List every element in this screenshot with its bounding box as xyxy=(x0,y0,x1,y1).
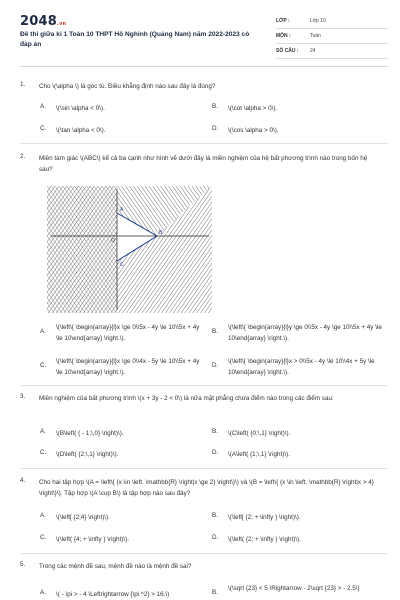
q3-option-a[interactable] xyxy=(40,428,200,439)
question-text: Cho \(\alpha \) là góc tù. Điều khẳng định nào sau đây là đúng? xyxy=(39,83,216,90)
point-label-a: A xyxy=(120,207,124,213)
site-logo[interactable] xyxy=(20,14,66,29)
question-divider xyxy=(20,468,388,469)
option-label: B. xyxy=(212,589,218,596)
q1-option-d[interactable] xyxy=(212,125,382,136)
point-label-c: C xyxy=(120,262,124,268)
option-label: A. xyxy=(40,328,46,335)
meta-value: Toán xyxy=(310,33,321,39)
q3-option-b[interactable] xyxy=(212,428,382,439)
option-label: B. xyxy=(212,512,218,519)
solution-region-graph xyxy=(47,186,212,313)
meta-key: LỚP : xyxy=(276,18,290,24)
question-text: Miền nghiệm của bất phương trình \(x + 3y - 2 < 0\) là nửa mặt phẳng chứa điểm nào trong các điểm sau: xyxy=(39,395,334,402)
question-text: Trong các mệnh đề sau, mệnh đề nào là mệnh đề sai? xyxy=(39,563,192,570)
option-text: \(\tan \alpha < 0\). xyxy=(56,127,106,134)
q2-option-a[interactable] xyxy=(40,322,200,344)
q1-option-b[interactable] xyxy=(212,103,382,114)
option-text: \(A\left( {1;\,1} \right)\). xyxy=(228,451,290,458)
q2-option-b[interactable] xyxy=(212,322,382,344)
option-label: A. xyxy=(40,512,46,519)
question-number: 4. xyxy=(20,477,26,484)
q1-option-a[interactable] xyxy=(40,103,200,114)
option-label: C. xyxy=(40,362,47,369)
option-text: \(\sin \alpha < 0\). xyxy=(56,105,105,112)
header-divider xyxy=(20,66,388,67)
option-text: \(C\left( {0;\,1} \right)\). xyxy=(228,430,291,437)
option-text: \(\left( {2; + \infty } \right)\). xyxy=(228,536,301,543)
option-text: \(\cos \alpha > 0\). xyxy=(228,127,279,134)
origin-label: O xyxy=(111,238,115,244)
q5-option-b[interactable] xyxy=(212,583,392,596)
option-label: A. xyxy=(40,428,46,435)
question-text: Miền tam giác \(ABC\) kể cả ba cạnh như hình vẽ dưới đây là miền nghiệm của hệ bất phương trình nào trong bốn hệ sau? xyxy=(39,155,368,173)
q4-option-a[interactable] xyxy=(40,512,200,523)
q4-option-d[interactable] xyxy=(212,534,382,545)
question-number: 5. xyxy=(20,561,26,568)
q3-option-d[interactable] xyxy=(212,449,382,460)
option-label: A. xyxy=(40,589,46,596)
option-text: \(\cot \alpha > 0\). xyxy=(228,105,278,112)
question-text: Cho hai tập hợp \(A = \left\{ {x \in \left. \mathbb{R} \right|x \ge 2} \right\}\) và \(B = \left\{ {x \in \left. \mathbb{R} \right|x > 4} \right\}\). Tập hợp \(A \cup B\) là tập hợp nào sau đây? xyxy=(39,479,374,497)
option-label: C. xyxy=(40,534,47,541)
option-label: B. xyxy=(212,428,218,435)
q4-option-c[interactable] xyxy=(40,534,200,545)
q2-option-c[interactable] xyxy=(40,356,200,378)
logo-text: 2048 xyxy=(20,14,57,29)
option-label: C. xyxy=(40,125,47,132)
meta-row-subject xyxy=(276,29,388,44)
option-text: \(D\left( {2;\,1} \right)\). xyxy=(56,451,119,458)
option-text: \(\left\{ \begin{array}{l}y \ge 0\\5x - 4y \ge 10\\5x + 4y \le 10\end{array} \right.\). xyxy=(228,324,382,342)
option-text: \(\left[ {2; + \infty } \right)\). xyxy=(228,514,301,521)
option-text: \(B\left( { - 1;\,0} \right)\). xyxy=(56,430,124,437)
meta-row-count xyxy=(276,44,388,59)
question-divider xyxy=(20,143,388,144)
option-label: A. xyxy=(40,103,46,110)
meta-row-class xyxy=(276,14,388,29)
question-number: 2. xyxy=(20,153,26,160)
logo-suffix: .vn xyxy=(56,21,67,27)
question-number: 3. xyxy=(20,393,26,400)
meta-value: 24 xyxy=(310,48,316,54)
option-label: D. xyxy=(212,125,219,132)
question-divider xyxy=(20,553,388,554)
option-label: C. xyxy=(40,449,47,456)
option-label: D. xyxy=(212,534,219,541)
question-number: 1. xyxy=(20,81,26,88)
option-text: \(\left\{ \begin{array}{l}x \ge 0\\5x - 4y \le 10\\5x + 4y \le 10\end{array} \right.\). xyxy=(56,324,200,342)
meta-key: SỐ CÂU : xyxy=(276,48,299,54)
option-label: B. xyxy=(212,328,218,335)
q4-option-b[interactable] xyxy=(212,512,382,523)
document-title: Đề thi giữa kì 1 Toán 10 THPT Hồ Nghinh (Quảng Nam) năm 2022-2023 có đáp án xyxy=(20,31,250,48)
q2-option-d[interactable] xyxy=(212,356,382,378)
q3-option-c[interactable] xyxy=(40,449,200,460)
meta-key: MÔN : xyxy=(276,33,291,39)
option-text: \( - \pi > - 4 \Leftrightarrow {\pi ^2} > 16.\) xyxy=(56,591,170,598)
option-label: D. xyxy=(212,362,219,369)
option-text: \(\sqrt {23} < 5 \Rightarrow - 2\sqrt {23} > - 2.5\) xyxy=(228,585,360,592)
option-text: \(\left[ {2;4} \right)\). xyxy=(56,514,110,521)
option-text: \(\left\{ \begin{array}{l}x > 0\\5x - 4y \le 10\\4x + 5y \le 10\end{array} \right.\). xyxy=(228,358,375,376)
document-meta xyxy=(276,14,388,59)
q5-option-a[interactable] xyxy=(40,589,200,600)
document-header xyxy=(20,12,388,60)
option-label: D. xyxy=(212,449,219,456)
option-text: \(\left( {4; + \infty } \right)\). xyxy=(56,536,129,543)
option-label: B. xyxy=(212,103,218,110)
meta-value: Lớp 10 xyxy=(310,18,326,24)
hatch-region-left xyxy=(47,186,117,313)
question-divider xyxy=(20,385,388,386)
option-text: \(\left\{ \begin{array}{l}x \ge 0\\4x - 5y \le 10\\5x + 4y \le 10\end{array} \right.\). xyxy=(56,358,200,376)
q1-option-c[interactable] xyxy=(40,125,200,136)
point-label-b: B xyxy=(159,230,163,236)
